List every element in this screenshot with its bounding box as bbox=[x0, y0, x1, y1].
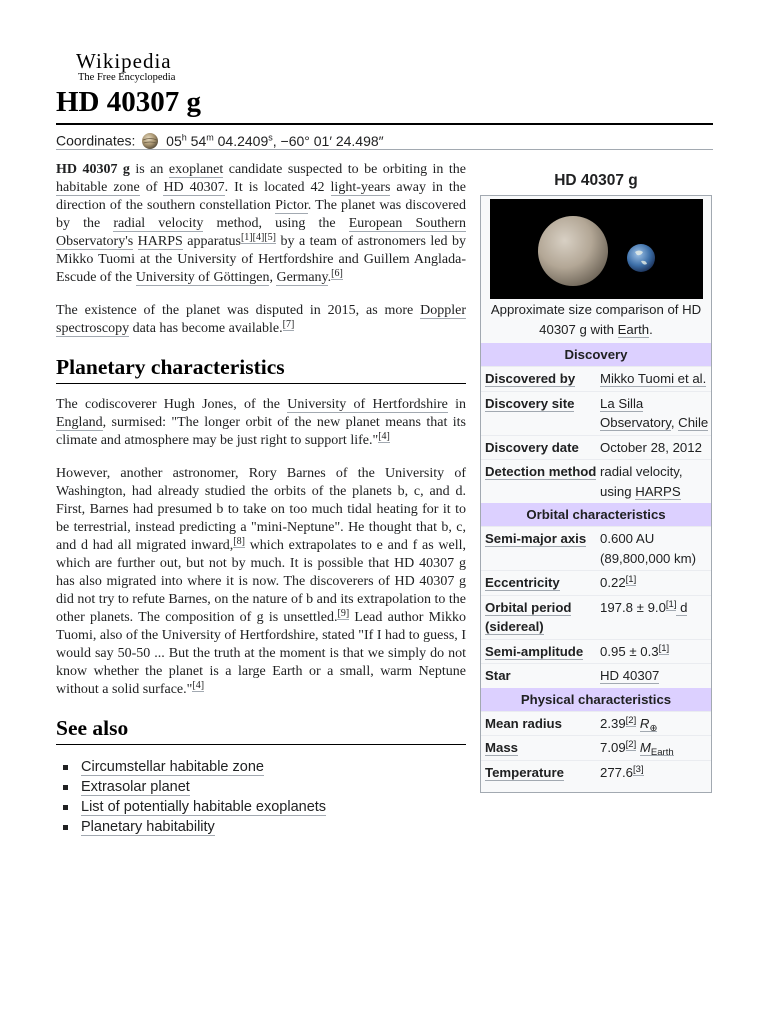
row-discovered-by bbox=[481, 366, 711, 391]
row-semi-major-axis bbox=[481, 526, 711, 570]
row-discovery-date bbox=[481, 435, 711, 460]
intro-paragraph-1: HD 40307 g is an exoplanet candidate suspected to be orbiting in the habitable zone of HD 40307. It is located 42 light-years away in the direction of the southern constellation Pictor. The planet was discovered by the radial velocity method, using the European Southern Observatory's HARPS apparatus[1][4][5] by a team of astronomers led by Mikko Tuomi at the University of Hertfordshire and Guillem Anglada-Escude of the University of Göttingen, Germany.[6] bbox=[56, 162, 467, 285]
ref-7[interactable]: [7] bbox=[282, 319, 295, 330]
see-also-list bbox=[56, 757, 466, 837]
earth-shape bbox=[627, 244, 655, 272]
link-germany[interactable]: Germany bbox=[276, 270, 328, 285]
list-item bbox=[56, 757, 466, 777]
see-also-link[interactable]: Planetary habitability bbox=[81, 819, 215, 835]
link-la-silla[interactable]: La Silla Observatory bbox=[600, 395, 671, 430]
row-semi-amplitude: Semi-amplitude 0.95 ± 0.3[1] bbox=[481, 639, 711, 664]
link-earth[interactable]: Earth bbox=[617, 322, 650, 337]
row-mass: Mass 7.09[2] $M_{Earth}$ bbox=[481, 735, 711, 760]
ref-6[interactable]: [6] bbox=[331, 268, 343, 279]
coordinates bbox=[56, 127, 384, 151]
value-discovery-date: October 28, 2012 bbox=[600, 439, 702, 455]
label-discovered-by[interactable]: Discovered by bbox=[485, 371, 576, 386]
see-also-link[interactable]: List of potentially habitable exoplanets bbox=[81, 799, 327, 815]
ref-8[interactable]: [8] bbox=[233, 536, 245, 547]
label-temperature[interactable]: Temperature bbox=[485, 764, 564, 780]
ref-4[interactable]: [4] bbox=[192, 680, 205, 691]
link-star-hd-40307[interactable]: HD 40307 bbox=[600, 668, 660, 683]
ref-1[interactable]: [1] bbox=[625, 574, 637, 585]
link-radial-velocity[interactable]: radial velocity bbox=[113, 216, 204, 231]
value-semi-major-axis: 0.600 AU (89,800,000 km) bbox=[600, 531, 697, 566]
infobox bbox=[480, 195, 712, 793]
list-item bbox=[56, 817, 466, 837]
ref-2[interactable]: [2] bbox=[625, 739, 637, 750]
page-title: HD 40307 g bbox=[56, 86, 201, 118]
ref-1[interactable]: [1] bbox=[658, 642, 670, 654]
link-university-hertfordshire[interactable]: University of Hertfordshire bbox=[287, 397, 448, 412]
label-eccentricity[interactable]: Eccentricity bbox=[485, 575, 560, 590]
wordmark: Wikipedia bbox=[76, 49, 172, 73]
wikipedia-logo[interactable] bbox=[76, 50, 196, 84]
ref-5[interactable]: [5] bbox=[264, 232, 276, 243]
row-orbital-period: Orbital period (sidereal) 197.8 ± 9.0[1] d bbox=[481, 595, 711, 639]
ref-4[interactable]: [4] bbox=[378, 431, 390, 442]
row-detection-method: Detection method radial velocity, using HARPS bbox=[481, 459, 711, 503]
size-comparison-image[interactable] bbox=[490, 199, 703, 299]
tagline: The Free Encyclopedia bbox=[78, 72, 176, 83]
intro-paragraph-2: The existence of the planet was disputed in 2015, as more Doppler spectroscopy data has become available.[7] bbox=[56, 303, 466, 336]
link-light-years[interactable]: light-years bbox=[330, 180, 391, 195]
infobox-caption: HD 40307 g bbox=[554, 172, 638, 189]
planetary-paragraph-1: The codiscoverer Hugh Jones, of the University of Hertfordshire in England, surmised: "The longer orbit of the new planet means that its climate and atmosphere may be just right to support life."[4] bbox=[56, 397, 466, 448]
heading-see-also: See also bbox=[56, 714, 466, 745]
label-discovery-site[interactable]: Discovery site bbox=[485, 395, 575, 411]
row-eccentricity: Eccentricity 0.22[1] bbox=[481, 570, 711, 595]
coordinates-link[interactable]: 05$^h$ 54$^m$ $04.2409^s$, −60° 01′ 24.498″ bbox=[166, 132, 384, 149]
label-detection-method[interactable]: Detection method bbox=[485, 464, 597, 479]
link-doppler-spectroscopy[interactable]: Doppler spectroscopy bbox=[56, 303, 466, 336]
link-habitable-zone[interactable]: habitable zone bbox=[56, 180, 140, 195]
row-star bbox=[481, 663, 711, 688]
see-also-link[interactable]: Circumstellar habitable zone bbox=[81, 759, 264, 775]
link-day-unit[interactable]: d bbox=[676, 599, 688, 615]
ref-9[interactable]: [9] bbox=[337, 608, 350, 619]
ref-4[interactable]: [4] bbox=[252, 232, 265, 243]
link-earth-radius[interactable]: $R_\oplus$ bbox=[639, 715, 658, 734]
label-mean-radius: Mean radius bbox=[485, 715, 562, 731]
planetary-paragraph-2: However, another astronomer, Rory Barnes of the University of Washington, had already studied the orbits of the planets b, c, and d. First, Barnes had presumed b to take on too much tidal heating for it to be terrestrial, instead predicting a "mini-Neptune". He thought that b, c, and d had all migrated inward,[8] which extrapolates to e and f as well, which are further out, but not by much. It is possible that HD 40307 g has also migrated into where it is now. The discoverers of HD 40307 g did not try to refute Barnes, on the nature of b and its extrapolation to the other planets. The composition of g is unsettled.[9] Lead author Mikko Tuomi, also of the University of Hertfordshire, stated "If I had to guess, I would say 50-50 ... But the truth at the moment is that we simply do not know whether the planet is a large Earth or a small, warm Neptune without a solid surface."[4] bbox=[56, 466, 466, 697]
label-semi-major-axis[interactable]: Semi-major axis bbox=[485, 531, 587, 546]
label-orbital-period[interactable]: Orbital period (sidereal) bbox=[485, 599, 572, 634]
article-subject: HD 40307 g bbox=[56, 162, 130, 177]
list-item bbox=[56, 777, 466, 797]
link-chile[interactable]: Chile bbox=[678, 415, 709, 430]
coordinates-label: Coordinates: bbox=[56, 132, 136, 149]
heading-planetary-characteristics: Planetary characteristics bbox=[56, 353, 466, 384]
link-england[interactable]: England bbox=[56, 415, 103, 430]
ref-1[interactable]: [1] bbox=[665, 598, 677, 610]
link-university-goettingen[interactable]: University of Göttingen bbox=[135, 270, 270, 285]
orbital-header: Orbital characteristics bbox=[481, 503, 711, 526]
link-earth-mass[interactable]: $M_{Earth}$ bbox=[639, 740, 674, 758]
title-divider bbox=[56, 123, 713, 125]
planet-g-shape bbox=[538, 216, 608, 286]
link-eso[interactable]: European Southern Observatory's bbox=[56, 216, 467, 249]
ref-3[interactable]: [3] bbox=[633, 763, 644, 775]
link-exoplanet[interactable]: exoplanet bbox=[168, 162, 224, 177]
row-mean-radius: Mean radius 2.39[2] $R_\oplus$ bbox=[481, 711, 711, 736]
article-body bbox=[56, 161, 466, 837]
link-hd-40307[interactable]: HD 40307 bbox=[163, 180, 225, 195]
link-harps[interactable]: HARPS bbox=[137, 234, 183, 249]
link-pictor[interactable]: Pictor bbox=[275, 198, 308, 213]
row-discovery-site: Discovery site La Silla Observatory, Chile bbox=[481, 391, 711, 435]
value-discovered-by[interactable]: Mikko Tuomi et al. bbox=[600, 371, 707, 386]
label-mass[interactable]: Mass bbox=[485, 740, 518, 755]
discovery-header: Discovery bbox=[481, 343, 711, 366]
label-discovery-date: Discovery date bbox=[485, 439, 579, 455]
link-harps-infobox[interactable]: HARPS bbox=[635, 483, 681, 499]
physical-header: Physical characteristics bbox=[481, 688, 711, 711]
sky-globe-icon[interactable] bbox=[141, 132, 159, 150]
ref-2[interactable]: [2] bbox=[625, 714, 637, 726]
ref-1[interactable]: [1] bbox=[240, 232, 253, 243]
row-temperature: Temperature 277.6[3] bbox=[481, 760, 711, 785]
label-star: Star bbox=[485, 668, 511, 683]
list-item bbox=[56, 797, 466, 817]
see-also-link[interactable]: Extrasolar planet bbox=[81, 779, 190, 795]
coordinates-divider bbox=[56, 149, 713, 150]
image-caption: Approximate size comparison of HD 40307 g with Earth. bbox=[490, 302, 702, 337]
label-semi-amplitude[interactable]: Semi-amplitude bbox=[485, 643, 584, 659]
